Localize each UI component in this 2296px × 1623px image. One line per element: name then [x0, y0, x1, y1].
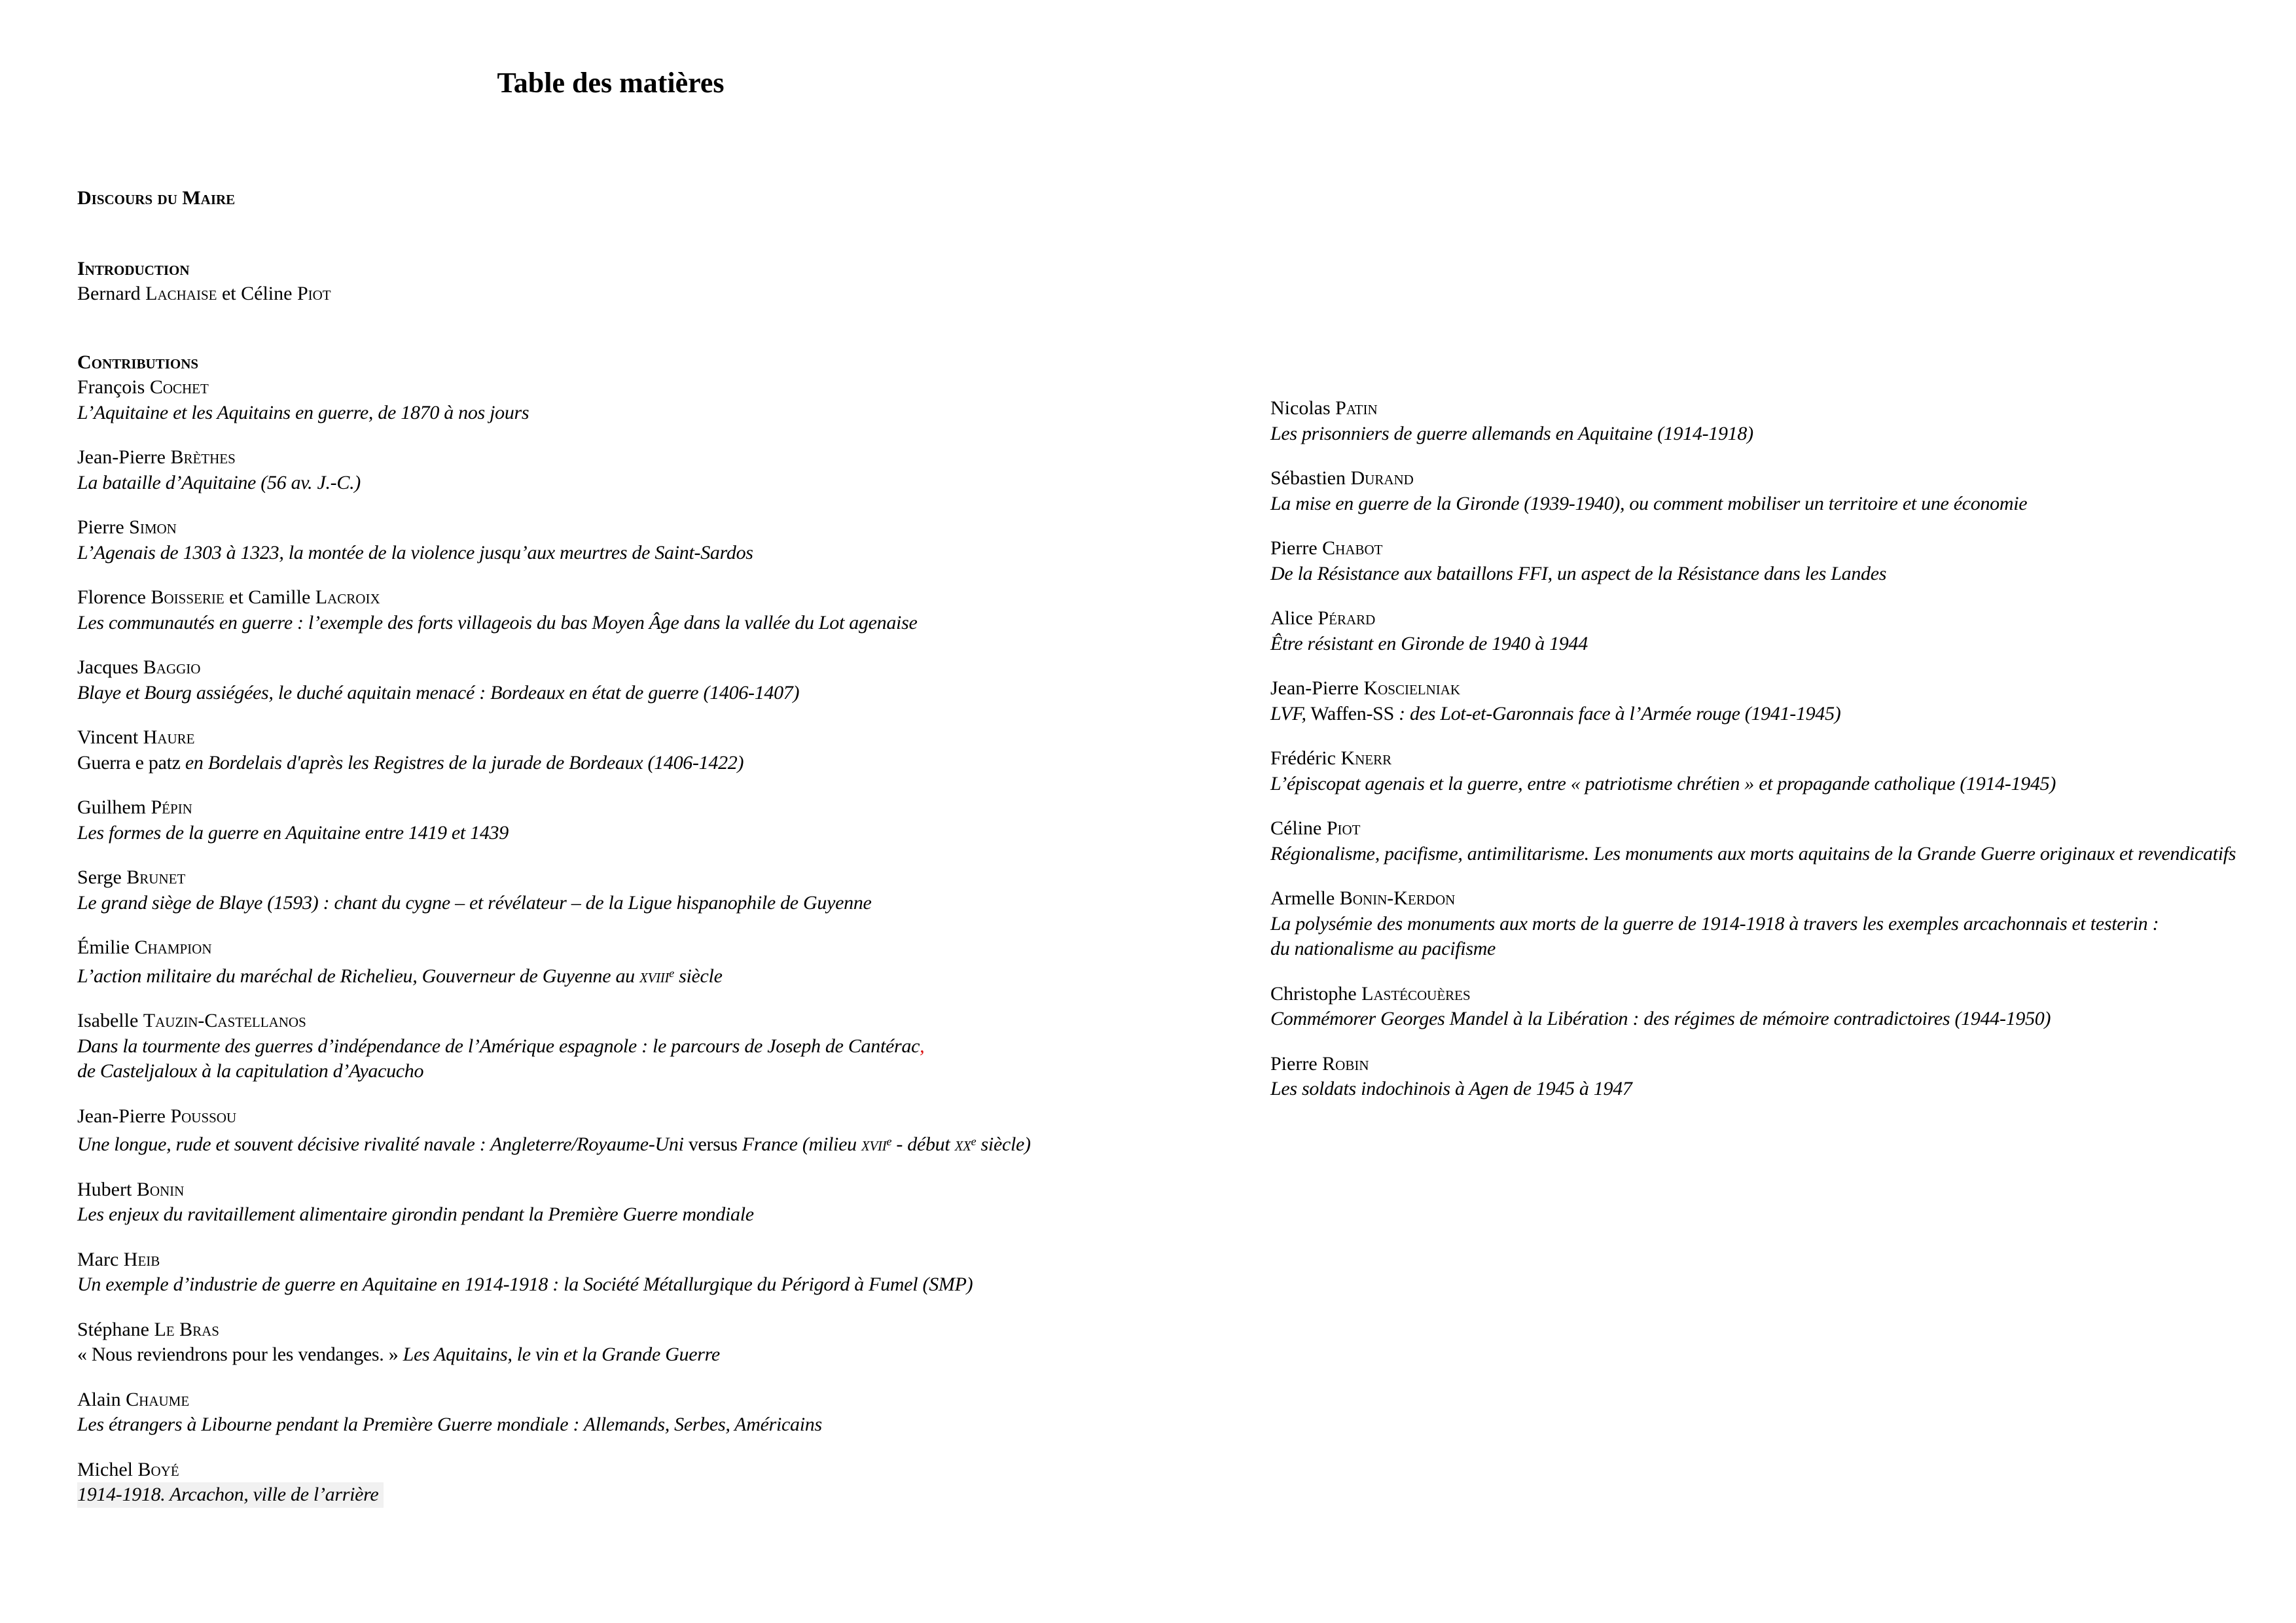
author-given: Émilie: [77, 936, 135, 958]
author-surname: Baggio: [143, 656, 201, 678]
entry-title-line: [77, 471, 1268, 496]
title-segment: L’épiscopat agenais et la guerre, entre « patriotisme chrétien » et propagande catholique (1914-1945): [1270, 772, 2056, 794]
toc-entry: [1270, 982, 2296, 1032]
toc-entry: [1270, 816, 2296, 866]
author-given: Jean-Pierre: [77, 1105, 171, 1127]
entry-author: [1270, 396, 2296, 421]
author-surname: Simon: [129, 516, 177, 538]
entry-author: [1270, 886, 2296, 912]
title-segment: Guerra e patz: [77, 751, 181, 774]
entry-title-line: [77, 1129, 1268, 1158]
entry-title-line: [1270, 842, 2296, 867]
title-segment: Une longue, rude et souvent décisive rivalité navale : Angleterre/Royaume-Uni: [77, 1133, 689, 1156]
title-segment: : des Lot-et-Garonnais face à l’Armée rouge (1941-1945): [1393, 702, 1841, 724]
entry-author: [77, 795, 1268, 821]
entry-title-line: [77, 1272, 1268, 1298]
toc-entry: [77, 655, 1268, 705]
toc-entry: [1270, 886, 2296, 962]
author-surname: Boyé: [137, 1458, 179, 1480]
title-segment: Les Aquitains, le vin et la Grande Guerre: [403, 1344, 720, 1366]
author-given: Pierre: [1270, 1052, 1323, 1075]
entry-title-line: [77, 891, 1268, 916]
entry-author: [77, 445, 1268, 471]
author-given: et Camille: [224, 586, 315, 608]
author-given: François: [77, 376, 150, 398]
author-surname: Bonin-Kerdon: [1339, 887, 1456, 909]
title-segment: LVF,: [1270, 702, 1306, 724]
title-segment: ,: [920, 1035, 925, 1057]
title-segment: xx: [954, 1133, 971, 1156]
entry-title-line: [1270, 421, 2296, 447]
author-surname: Brèthes: [170, 446, 236, 468]
entry-title-line: [1270, 702, 2296, 727]
entry-title-line: [1270, 562, 2296, 587]
title-segment: xviii: [639, 965, 670, 987]
title-segment: La mise en guerre de la Gironde (1939-1940), ou comment mobiliser un territoire et une économie: [1270, 492, 2028, 514]
entry-author: [77, 375, 1268, 401]
toc-entry: [77, 725, 1268, 776]
toc-entry: [1270, 676, 2296, 726]
author-given: Pierre: [77, 516, 130, 538]
entry-title-line: [1270, 772, 2296, 797]
author-given: Christophe: [1270, 982, 1362, 1005]
entry-title-line: [1270, 632, 2296, 657]
contributions-heading: Contributions: [77, 351, 199, 373]
toc-entry: [77, 515, 1268, 565]
toc-entry: [1270, 536, 2296, 586]
title-segment: L’Agenais de 1303 à 1323, la montée de la violence jusqu’aux meurtres de Saint-Sardos: [77, 541, 753, 563]
author-given: Sébastien: [1270, 467, 1351, 489]
toc-entry: [77, 1457, 1268, 1508]
title-segment: Régionalisme, pacifisme, antimilitarisme. Les monuments aux morts aquitains de la Grande Guerre originaux et revendicatifs: [1270, 842, 2236, 865]
entry-author: [77, 1457, 1268, 1483]
author-surname: Poussou: [170, 1105, 237, 1127]
entry-title-line: [77, 611, 1268, 636]
title-segment: Dans la tourmente des guerres d’indépendance de l’Amérique espagnole : le parcours de Joseph de Cantérac: [77, 1035, 920, 1057]
title-segment: e: [971, 1135, 977, 1149]
author-given: Frédéric: [1270, 747, 1341, 769]
introduction-block: [77, 257, 1268, 307]
author-given: Bernard: [77, 283, 146, 304]
entry-title-line: [77, 751, 1268, 776]
author-given: Serge: [77, 866, 127, 888]
entry-title-line: [1270, 491, 2296, 517]
title-segment: - début: [891, 1133, 955, 1156]
author-given: Céline: [1270, 817, 1327, 839]
entry-author: [77, 585, 1268, 611]
entry-author: [1270, 1052, 2296, 1077]
title-segment: France (milieu: [737, 1133, 861, 1156]
author-given: et Céline: [217, 283, 297, 304]
author-given: Stéphane: [77, 1318, 154, 1340]
toc-entry: [77, 795, 1268, 846]
toc-entry: [77, 1008, 1268, 1084]
toc-entry: [77, 1387, 1268, 1438]
entry-author: [1270, 536, 2296, 562]
author-given: Pierre: [1270, 537, 1323, 559]
entry-title-line: [77, 1202, 1268, 1228]
title-segment: Les enjeux du ravitaillement alimentaire girondin pendant la Première Guerre mondiale: [77, 1204, 754, 1226]
author-surname: Knerr: [1340, 747, 1392, 769]
author-given: Florence: [77, 586, 151, 608]
entry-author: [77, 1247, 1268, 1273]
author-given: Hubert: [77, 1178, 137, 1200]
toc-column-right: [1270, 0, 2296, 1122]
entry-title-line: [1270, 912, 2296, 937]
title-segment: De la Résistance aux bataillons FFI, un aspect de la Résistance dans les Landes: [1270, 562, 1887, 584]
introduction-heading: Introduction: [77, 257, 190, 279]
entry-author: [77, 1008, 1268, 1034]
toc-entry: [77, 375, 1268, 425]
author-surname: Champion: [134, 936, 212, 958]
entry-author: [1270, 606, 2296, 632]
author-surname: Pérard: [1318, 607, 1376, 629]
title-segment: xvii: [861, 1133, 887, 1156]
author-surname: Robin: [1322, 1052, 1369, 1075]
title-segment: en Bordelais d'après les Registres de la jurade de Bordeaux (1406-1422): [180, 751, 744, 774]
toc-entry: [1270, 746, 2296, 796]
author-surname: Durand: [1350, 467, 1414, 489]
entry-author: [77, 1177, 1268, 1203]
author-given: Nicolas: [1270, 397, 1336, 419]
toc-column-left: [77, 0, 1268, 1527]
toc-entry: [77, 585, 1268, 635]
author-surname: Le Bras: [154, 1318, 219, 1340]
entry-title-line: [1270, 1007, 2296, 1032]
author-given: Jean-Pierre: [1270, 677, 1364, 699]
title-segment: L’action militaire du maréchal de Richelieu, Gouverneur de Guyenne au: [77, 965, 640, 987]
author-surname: Tauzin-Castellanos: [143, 1010, 306, 1032]
title-segment: versus: [688, 1133, 738, 1156]
entry-title-line: [77, 1412, 1268, 1438]
author-given: Alain: [77, 1388, 126, 1410]
entry-author: [1270, 816, 2296, 842]
entry-title-line: [77, 1034, 1268, 1060]
author-surname: Koscielniak: [1363, 677, 1461, 699]
entry-title-line: [77, 541, 1268, 566]
author-given: Michel: [77, 1458, 138, 1480]
entry-author: [1270, 746, 2296, 772]
entry-author: [77, 935, 1268, 961]
entry-title-line: [77, 961, 1268, 990]
author-surname: Lastécouères: [1361, 982, 1471, 1005]
author-surname: Patin: [1335, 397, 1378, 419]
author-surname: Heib: [123, 1248, 160, 1270]
title-segment: Les prisonniers de guerre allemands en Aquitaine (1914-1918): [1270, 422, 1753, 444]
discours-heading: Discours du Maire: [77, 187, 236, 209]
toc-entry: [77, 445, 1268, 495]
toc-entry: [77, 1247, 1268, 1298]
title-segment: Un exemple d’industrie de guerre en Aquitaine en 1914-1918 : la Société Métallurgique du Périgord à Fumel (SMP): [77, 1274, 973, 1296]
entry-title-line: [77, 401, 1268, 426]
toc-entry: [77, 865, 1268, 916]
title-segment: Être résistant en Gironde de 1940 à 1944: [1270, 632, 1588, 654]
title-segment: La polysémie des monuments aux morts de la guerre de 1914-1918 à travers les exemples arcachonnais et testerin :: [1270, 912, 2159, 935]
entry-title-line: [77, 1059, 1268, 1084]
author-given: Guilhem: [77, 796, 151, 818]
entry-author: [1270, 466, 2296, 491]
author-surname: Piot: [1326, 817, 1361, 839]
entry-title-line: [77, 821, 1268, 846]
entry-author: [1270, 982, 2296, 1007]
toc-entry: [77, 1177, 1268, 1228]
title-segment: Blaye et Bourg assiégées, le duché aquitain menacé : Bordeaux en état de guerre (1406-1407): [77, 681, 800, 704]
author-given: Alice: [1270, 607, 1318, 629]
title-segment: du nationalisme au pacifisme: [1270, 938, 1496, 959]
title-segment: Le grand siège de Blaye (1593) : chant du cygne – et révélateur – de la Ligue hispanophile de Guyenne: [77, 891, 872, 914]
entry-title-line: [1270, 1077, 2296, 1102]
entry-author: [77, 1317, 1268, 1343]
author-surname: Lachaise: [145, 283, 217, 304]
author-given: Armelle: [1270, 887, 1340, 909]
author-surname: Boisserie: [151, 586, 224, 608]
author-surname: Lacroix: [315, 586, 380, 608]
author-surname: Bonin: [136, 1178, 185, 1200]
entry-author: [77, 655, 1268, 681]
entry-author: [77, 515, 1268, 541]
toc-entry: [77, 1104, 1268, 1158]
entry-author: [77, 1104, 1268, 1130]
toc-entry: [77, 935, 1268, 989]
title-segment: Les soldats indochinois à Agen de 1945 à 1947: [1270, 1078, 1632, 1099]
author-given: Marc: [77, 1248, 124, 1270]
title-segment: e: [886, 1135, 892, 1149]
right-entries: [1270, 396, 2296, 1102]
entry-title-line: [77, 1342, 1268, 1368]
author-surname: Haure: [143, 726, 195, 748]
page-title: Table des matières: [497, 67, 725, 99]
entry-author: [77, 865, 1268, 891]
author-given: Vincent: [77, 726, 143, 748]
entry-title-line: [77, 1482, 384, 1508]
entry-author: [77, 1387, 1268, 1413]
title-segment: Waffen-SS: [1306, 702, 1394, 724]
title-segment: de Casteljaloux à la capitulation d’Ayacucho: [77, 1060, 424, 1082]
author-surname: Piot: [296, 283, 331, 304]
author-given: Isabelle: [77, 1010, 143, 1032]
author-surname: Chaume: [126, 1388, 190, 1410]
entry-title-line: [1270, 936, 2296, 962]
title-segment: siècle): [976, 1133, 1031, 1156]
toc-entry: [1270, 466, 2296, 516]
toc-entry: [1270, 396, 2296, 446]
author-surname: Pépin: [151, 796, 192, 818]
title-segment: Les étrangers à Libourne pendant la Première Guerre mondiale : Allemands, Serbes, Américains: [77, 1414, 822, 1436]
toc-entry: [77, 1317, 1268, 1368]
title-segment: e: [669, 966, 674, 980]
author-surname: Chabot: [1322, 537, 1383, 559]
author-surname: Cochet: [149, 376, 209, 398]
entry-author: [77, 725, 1268, 751]
title-segment: L’Aquitaine et les Aquitains en guerre, de 1870 à nos jours: [77, 401, 529, 423]
title-segment: « Nous reviendrons pour les vendanges. »: [77, 1344, 403, 1366]
title-segment: Les formes de la guerre en Aquitaine entre 1419 et 1439: [77, 821, 509, 844]
title-segment: La bataille d’Aquitaine (56 av. J.-C.): [77, 471, 361, 493]
introduction-authors: [77, 281, 1268, 307]
left-entries: [77, 375, 1268, 1508]
entry-title-line: [77, 681, 1268, 706]
author-surname: Brunet: [126, 866, 186, 888]
toc-entry: [1270, 1052, 2296, 1102]
toc-entry: [1270, 606, 2296, 656]
title-segment: siècle: [673, 965, 723, 987]
title-segment: Commémorer Georges Mandel à la Libération : des régimes de mémoire contradictoires (1944-1950): [1270, 1008, 2051, 1029]
title-segment: Les communautés en guerre : l’exemple des forts villageois du bas Moyen Âge dans la vallée du Lot agenaise: [77, 611, 918, 633]
title-segment: 1914-1918. Arcachon, ville de l’arrière: [77, 1484, 379, 1506]
author-given: Jacques: [77, 656, 143, 678]
entry-author: [1270, 676, 2296, 702]
author-given: Jean-Pierre: [77, 446, 171, 468]
